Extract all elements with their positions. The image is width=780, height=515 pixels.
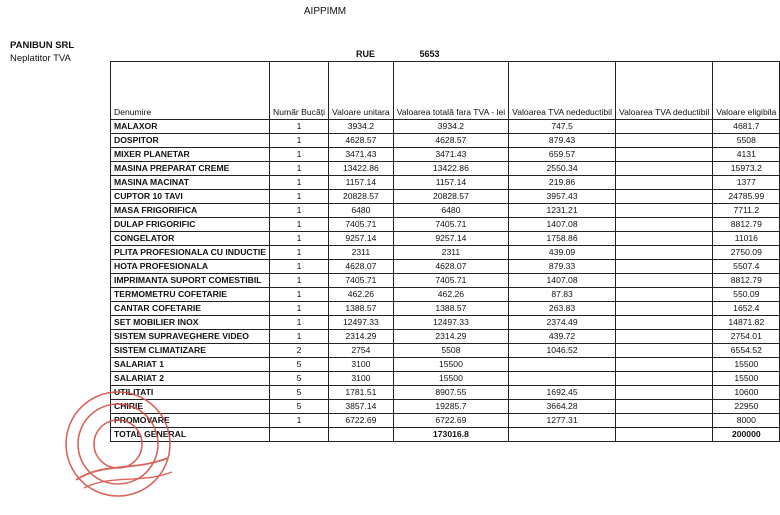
table-row [111,246,780,260]
cell-tva-deductibil [616,344,713,358]
cell-bucati: 1 [269,148,328,162]
table-row [111,190,780,204]
cell-eligibila: 7711.2 [713,204,780,218]
cell-tva-nedeductibil [509,372,616,386]
cell-tva-nedeductibil: 439.09 [509,246,616,260]
cell-valoare-unitara: 6480 [329,204,394,218]
cell-tva-nedeductibil: 3664.28 [509,400,616,414]
cell-denumire: MIXER PLANETAR [111,148,270,162]
cell-eligibila: 4131 [713,148,780,162]
cell-total-fara-tva: 15500 [393,358,508,372]
cell-eligibila: 14871.82 [713,316,780,330]
cell-tva-nedeductibil: 219.86 [509,176,616,190]
cell-denumire: HOTA PROFESIONALA [111,260,270,274]
cell-denumire: MASINA PREPARAT CREME [111,162,270,176]
cell-valoare-unitara: 462.26 [329,288,394,302]
cell-bucati: 1 [269,246,328,260]
cell-valoare-unitara: 1388.57 [329,302,394,316]
rue-field [356,49,440,59]
cell-total-fara-tva: 8907.55 [393,386,508,400]
cell-tva-deductibil [616,274,713,288]
cell-eligibila: 2754.01 [713,330,780,344]
cell-valoare-unitara: 7405.71 [329,274,394,288]
cell-valoare-unitara: 4628.07 [329,260,394,274]
cell-valoare-unitara: 1781.51 [329,386,394,400]
cell-valoare-unitara: 3857.14 [329,400,394,414]
cell-valoare-unitara: 2314.29 [329,330,394,344]
table-body [111,120,780,428]
cell-bucati: 1 [269,274,328,288]
table-row [111,120,780,134]
cell-denumire: IMPRIMANTA SUPORT COMESTIBIL [111,274,270,288]
table-row [111,218,780,232]
cell-bucati: 1 [269,162,328,176]
cell-eligibila: 8812.79 [713,218,780,232]
cell-bucati: 1 [269,218,328,232]
cell-tva-deductibil [616,218,713,232]
cell-valoare-unitara: 6722.69 [329,414,394,428]
table-header-row [111,62,780,120]
cell-valoare-unitara: 12497.33 [329,316,394,330]
cell-tva-deductibil [616,148,713,162]
cell-tva-deductibil [616,288,713,302]
cell-bucati: 1 [269,288,328,302]
cell-total-fara-tva: 1157.14 [393,176,508,190]
cell-tva-nedeductibil: 3957.43 [509,190,616,204]
cell-total-fara-tva: 3934.2 [393,120,508,134]
total-empty [616,428,713,442]
cell-denumire: UTILITATI [111,386,270,400]
cell-denumire: MASINA MACINAT [111,176,270,190]
cell-denumire: MALAXOR [111,120,270,134]
cell-tva-deductibil [616,162,713,176]
cell-tva-deductibil [616,330,713,344]
cell-tva-nedeductibil: 87.83 [509,288,616,302]
cell-eligibila: 5507.4 [713,260,780,274]
cell-tva-nedeductibil: 1692.45 [509,386,616,400]
cell-bucati: 5 [269,386,328,400]
cell-total-fara-tva: 6722.69 [393,414,508,428]
table-row [111,302,780,316]
cell-eligibila: 15973.2 [713,162,780,176]
budget-table [110,61,780,442]
cell-tva-nedeductibil: 1758.86 [509,232,616,246]
cell-total-fara-tva: 4628.57 [393,134,508,148]
cell-tva-nedeductibil: 2374.49 [509,316,616,330]
total-label: TOTAL GENERAL [111,428,270,442]
cell-eligibila: 24785.99 [713,190,780,204]
cell-denumire: SALARIAT 2 [111,372,270,386]
cell-denumire: CHIRIE [111,400,270,414]
cell-bucati: 5 [269,400,328,414]
cell-total-fara-tva: 13422.86 [393,162,508,176]
total-empty [509,428,616,442]
cell-eligibila: 1652.4 [713,302,780,316]
cell-denumire: MASA FRIGORIFICA [111,204,270,218]
cell-tva-nedeductibil: 879.43 [509,134,616,148]
cell-bucati: 5 [269,372,328,386]
agency-header: AIPPIMM [303,6,347,17]
cell-tva-nedeductibil: 263.83 [509,302,616,316]
table-row [111,358,780,372]
cell-eligibila: 2750.09 [713,246,780,260]
cell-eligibila: 15500 [713,372,780,386]
cell-bucati: 1 [269,134,328,148]
total-empty [329,428,394,442]
cell-tva-nedeductibil [509,358,616,372]
rue-value: 5653 [419,49,440,59]
total-row [111,428,780,442]
cell-valoare-unitara: 3471.43 [329,148,394,162]
cell-eligibila: 22950 [713,400,780,414]
cell-eligibila: 10600 [713,386,780,400]
cell-denumire: SALARIAT 1 [111,358,270,372]
table-row [111,386,780,400]
cell-tva-nedeductibil: 1231.21 [509,204,616,218]
cell-tva-nedeductibil: 1046.52 [509,344,616,358]
total-eligibila: 200000 [713,428,780,442]
cell-denumire: PROMOVARE [111,414,270,428]
cell-bucati: 1 [269,176,328,190]
cell-valoare-unitara: 3100 [329,358,394,372]
cell-total-fara-tva: 7405.71 [393,274,508,288]
cell-bucati: 1 [269,330,328,344]
cell-denumire: TERMOMETRU COFETARIE [111,288,270,302]
col-header-total-fara-tva: Valoarea totală fara TVA - lei [393,62,508,120]
cell-tva-deductibil [616,386,713,400]
cell-eligibila: 11016 [713,232,780,246]
company-name: PANIBUN SRL [10,40,75,51]
col-header-valoare-unitara: Valoare unitara [329,62,394,120]
table-row [111,414,780,428]
cell-eligibila: 8000 [713,414,780,428]
table-row [111,260,780,274]
cell-valoare-unitara: 13422.86 [329,162,394,176]
cell-tva-deductibil [616,232,713,246]
cell-bucati: 1 [269,232,328,246]
cell-tva-deductibil [616,246,713,260]
table-row [111,372,780,386]
cell-bucati: 1 [269,120,328,134]
cell-tva-deductibil [616,134,713,148]
cell-valoare-unitara: 9257.14 [329,232,394,246]
cell-denumire: DOSPITOR [111,134,270,148]
col-header-denumire: Denumire [111,62,270,120]
cell-tva-deductibil [616,372,713,386]
cell-denumire: CUPTOR 10 TAVI [111,190,270,204]
cell-bucati: 1 [269,414,328,428]
table-row [111,134,780,148]
tax-status: Neplatitor TVA [10,53,71,64]
cell-total-fara-tva: 19285.7 [393,400,508,414]
cell-total-fara-tva: 462.26 [393,288,508,302]
cell-eligibila: 4681.7 [713,120,780,134]
col-header-tva-deductibil: Valoarea TVA deductibil [616,62,713,120]
cell-valoare-unitara: 2754 [329,344,394,358]
cell-denumire: CANTAR COFETARIE [111,302,270,316]
cell-tva-deductibil [616,414,713,428]
table-row [111,400,780,414]
cell-eligibila: 15500 [713,358,780,372]
table-row [111,344,780,358]
cell-total-fara-tva: 20828.57 [393,190,508,204]
cell-bucati: 1 [269,260,328,274]
cell-total-fara-tva: 4628.07 [393,260,508,274]
table-row [111,274,780,288]
cell-valoare-unitara: 7405.71 [329,218,394,232]
total-empty [269,428,328,442]
cell-tva-nedeductibil: 659.57 [509,148,616,162]
cell-total-fara-tva: 15500 [393,372,508,386]
col-header-tva-nedeductibil: Valoarea TVA nedeductibil [509,62,616,120]
cell-eligibila: 6554.52 [713,344,780,358]
cell-eligibila: 1377 [713,176,780,190]
cell-tva-deductibil [616,204,713,218]
cell-bucati: 1 [269,302,328,316]
col-header-eligibila: Valoare eligibila [713,62,780,120]
cell-valoare-unitara: 3100 [329,372,394,386]
cell-eligibila: 8812.79 [713,274,780,288]
cell-tva-nedeductibil: 2550.34 [509,162,616,176]
cell-valoare-unitara: 4628.57 [329,134,394,148]
cell-bucati: 1 [269,190,328,204]
cell-total-fara-tva: 12497.33 [393,316,508,330]
cell-total-fara-tva: 7405.71 [393,218,508,232]
cell-total-fara-tva: 5508 [393,344,508,358]
cell-valoare-unitara: 1157.14 [329,176,394,190]
cell-total-fara-tva: 2314.29 [393,330,508,344]
cell-tva-deductibil [616,400,713,414]
cell-denumire: SET MOBILIER INOX [111,316,270,330]
cell-eligibila: 5508 [713,134,780,148]
cell-denumire: PLITA PROFESIONALA CU INDUCTIE [111,246,270,260]
cell-total-fara-tva: 3471.43 [393,148,508,162]
cell-denumire: SISTEM SUPRAVEGHERE VIDEO [111,330,270,344]
cell-tva-nedeductibil: 1407.08 [509,274,616,288]
cell-bucati: 1 [269,204,328,218]
cell-tva-nedeductibil: 1407.08 [509,218,616,232]
cell-bucati: 5 [269,358,328,372]
cell-total-fara-tva: 1388.57 [393,302,508,316]
total-fara-tva: 173016.8 [393,428,508,442]
cell-tva-deductibil [616,316,713,330]
table-row [111,148,780,162]
rue-label: RUE [356,49,376,59]
col-header-bucati: Număr Bucăți [269,62,328,120]
cell-bucati: 2 [269,344,328,358]
table-row [111,204,780,218]
cell-tva-nedeductibil: 747.5 [509,120,616,134]
cell-total-fara-tva: 2311 [393,246,508,260]
cell-tva-nedeductibil: 1277.31 [509,414,616,428]
cell-valoare-unitara: 3934.2 [329,120,394,134]
cell-eligibila: 550.09 [713,288,780,302]
cell-total-fara-tva: 9257.14 [393,232,508,246]
cell-total-fara-tva: 6480 [393,204,508,218]
cell-tva-nedeductibil: 879.33 [509,260,616,274]
cell-denumire: SISTEM CLIMATIZARE [111,344,270,358]
cell-tva-nedeductibil: 439.72 [509,330,616,344]
cell-bucati: 1 [269,316,328,330]
cell-tva-deductibil [616,260,713,274]
table-row [111,288,780,302]
cell-tva-deductibil [616,302,713,316]
cell-tva-deductibil [616,120,713,134]
table-row [111,176,780,190]
cell-denumire: CONGELATOR [111,232,270,246]
cell-tva-deductibil [616,190,713,204]
table-row [111,232,780,246]
cell-tva-deductibil [616,176,713,190]
cell-tva-deductibil [616,358,713,372]
cell-denumire: DULAP FRIGORIFIC [111,218,270,232]
table-row [111,316,780,330]
table-row [111,162,780,176]
cell-valoare-unitara: 2311 [329,246,394,260]
table-row [111,330,780,344]
cell-valoare-unitara: 20828.57 [329,190,394,204]
